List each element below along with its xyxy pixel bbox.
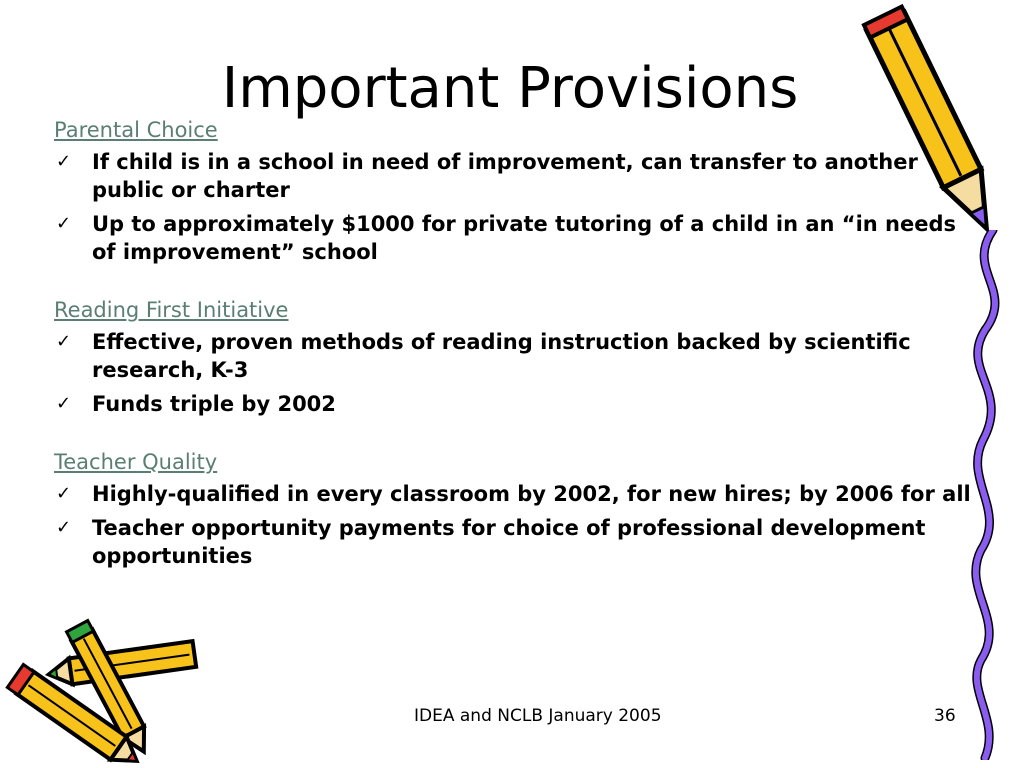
bullet-item [54, 480, 974, 508]
bullet-list [54, 328, 974, 418]
pencils-cluster-icon [0, 618, 210, 763]
checkmark-icon: ✓ [56, 393, 72, 414]
bullet-item [54, 390, 974, 418]
page-number: 36 [934, 706, 956, 726]
bullet-text: Up to approximately $1000 for private tutoring of a child in an “in needs of improvement” school [92, 212, 957, 264]
section-heading: Parental Choice [54, 118, 218, 142]
section-heading: Teacher Quality [54, 450, 218, 474]
bullet-list [54, 480, 974, 570]
slide-content [54, 116, 974, 594]
section-heading: Reading First Initiative [54, 298, 289, 322]
section-reading-first [54, 296, 974, 418]
slide-title: Important Provisions [221, 56, 799, 121]
bullet-text: Teacher opportunity payments for choice of professional development opportunities [92, 516, 926, 568]
bullet-item [54, 210, 974, 266]
checkmark-icon: ✓ [56, 331, 72, 352]
pencil-icon [860, 0, 1010, 250]
bullet-item [54, 148, 974, 204]
checkmark-icon: ✓ [56, 483, 72, 504]
checkmark-icon: ✓ [56, 213, 72, 234]
section-teacher-quality [54, 448, 974, 570]
bullet-item [54, 328, 974, 384]
checkmark-icon: ✓ [56, 517, 72, 538]
footer-text: IDEA and NCLB January 2005 [414, 706, 662, 726]
section-parental-choice [54, 116, 974, 266]
bullet-text: Highly-qualified in every classroom by 2002, for new hires; by 2006 for all [92, 482, 971, 506]
purple-scribble-icon [955, 230, 1020, 760]
checkmark-icon: ✓ [56, 151, 72, 172]
bullet-list [54, 148, 974, 266]
bullet-text: Effective, proven methods of reading instruction backed by scientific research, K-3 [92, 330, 911, 382]
bullet-text: If child is in a school in need of improvement, can transfer to another public or charter [92, 150, 918, 202]
bullet-item [54, 514, 974, 570]
bullet-text: Funds triple by 2002 [92, 392, 336, 416]
